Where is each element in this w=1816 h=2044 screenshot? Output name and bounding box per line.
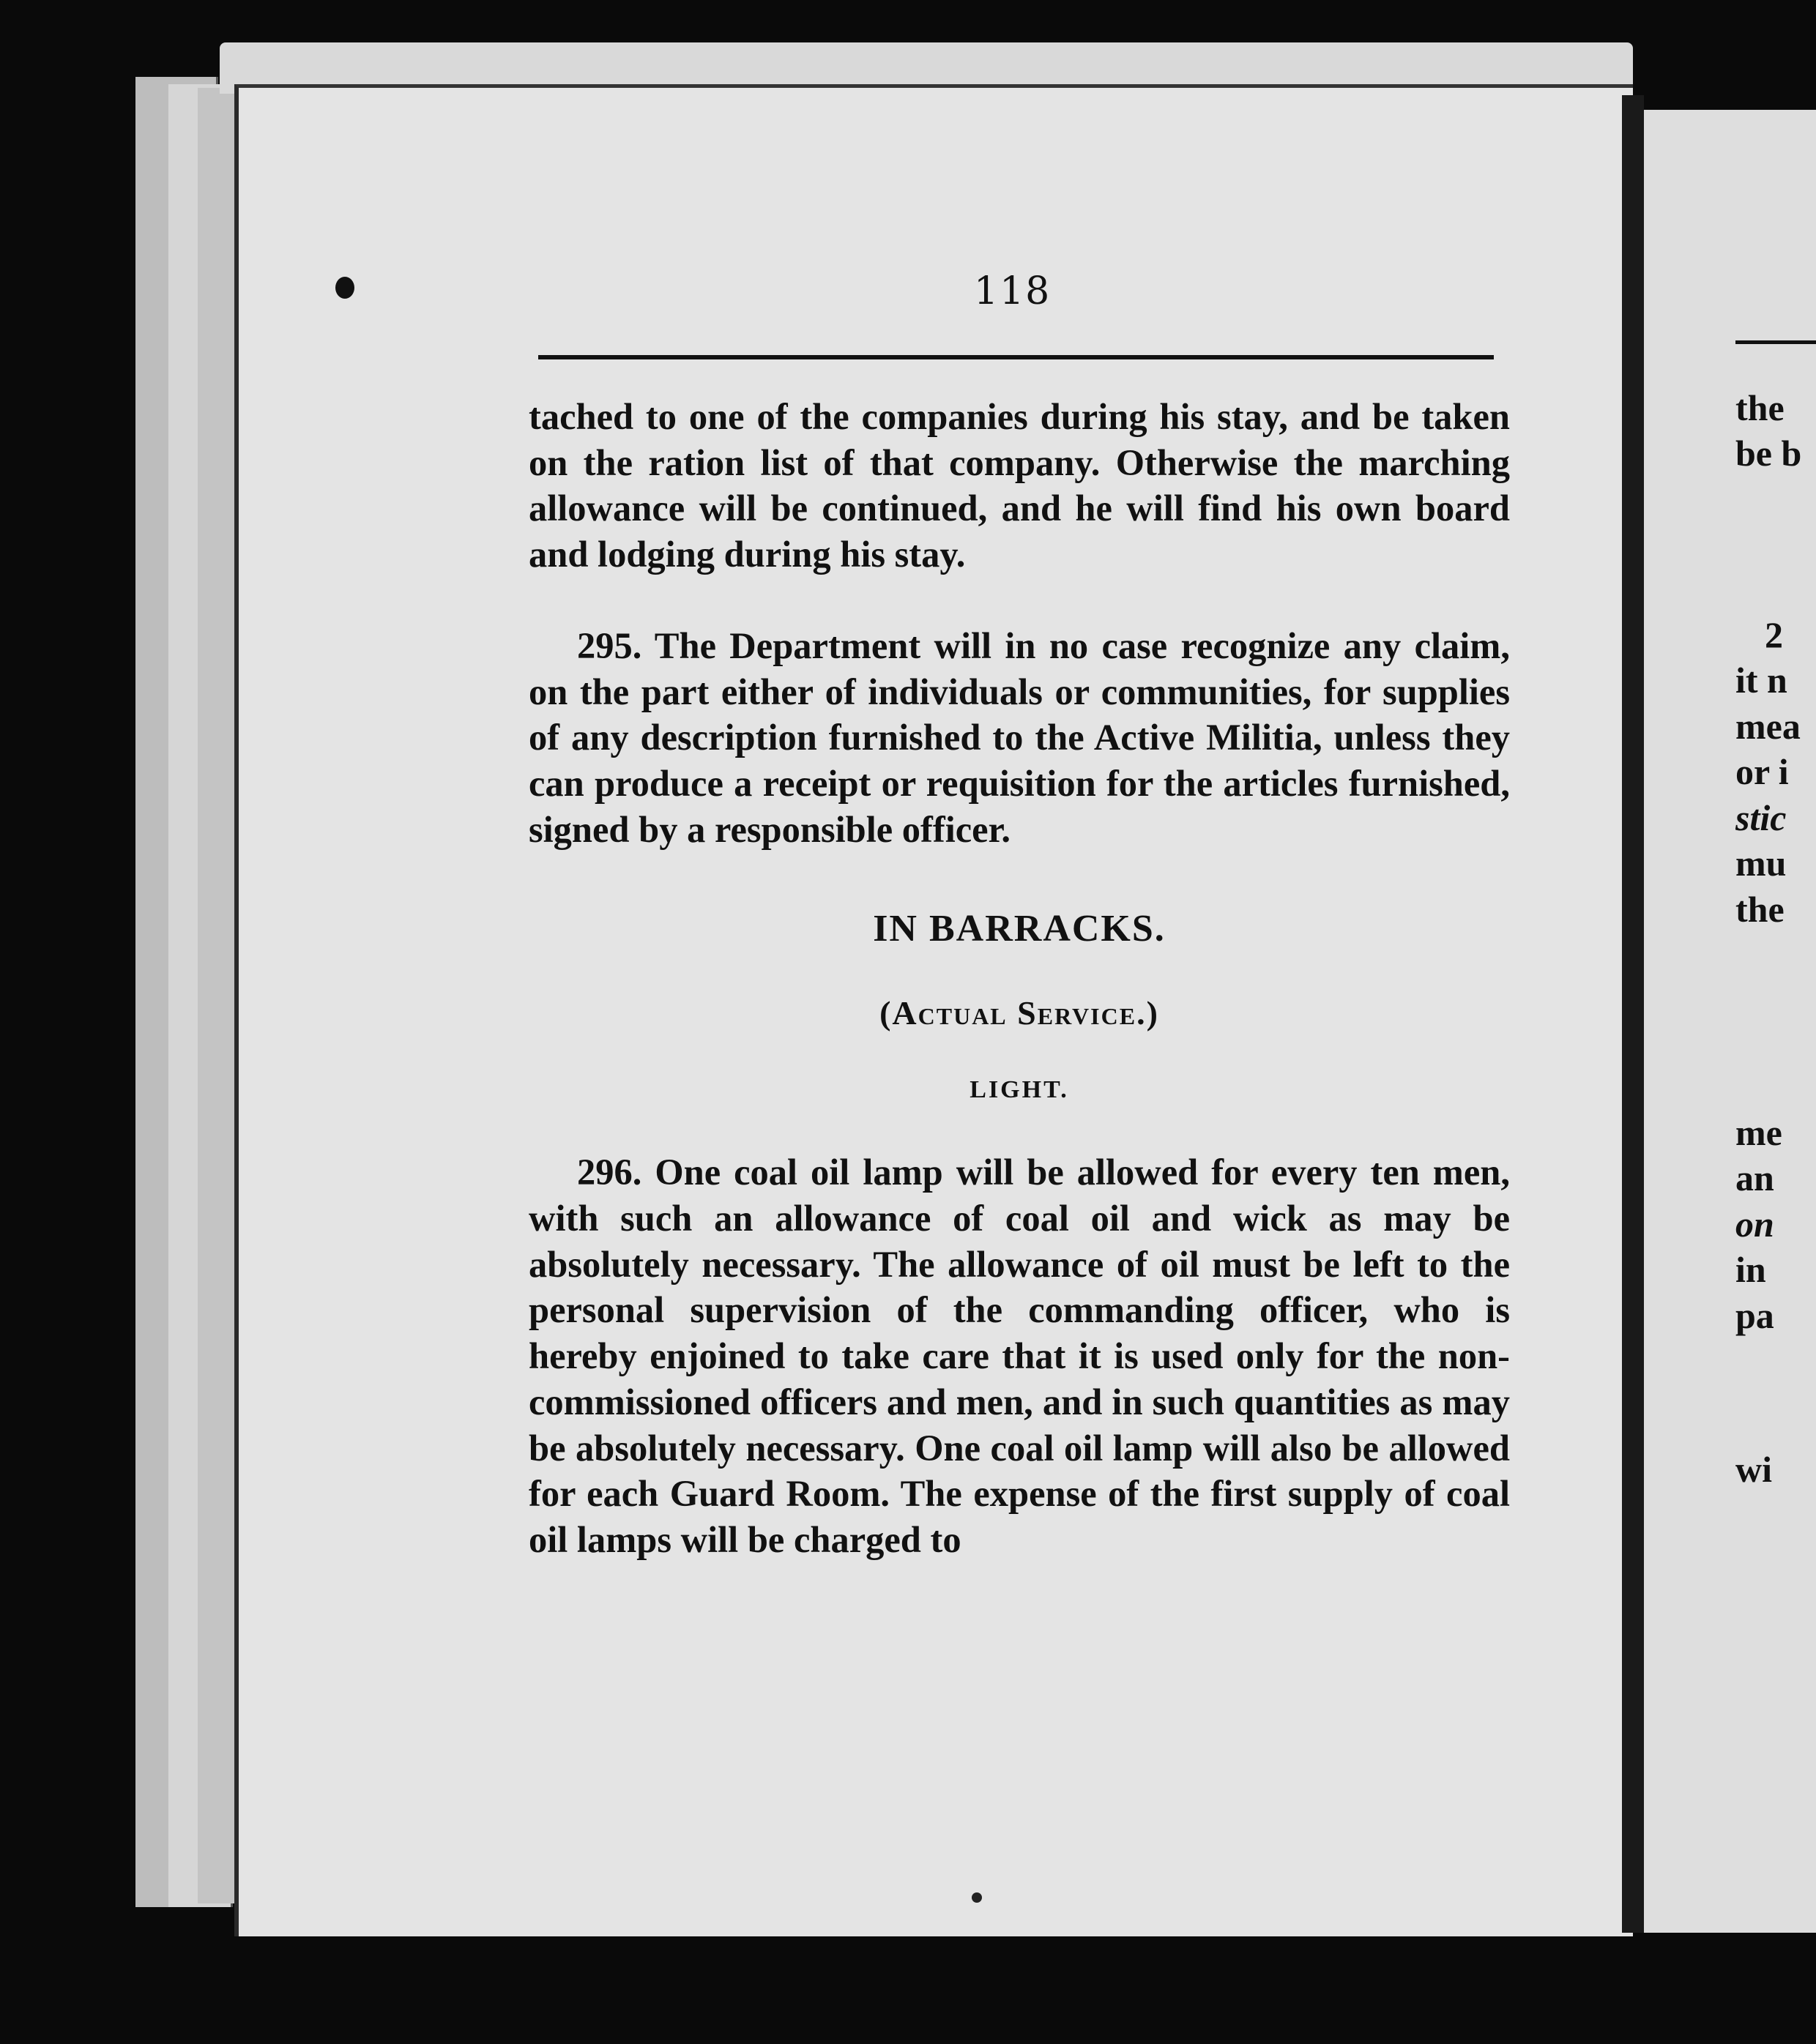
paragraph-continuation: tached to one of the companies during his stay, and be taken on the ration list of that company. Otherwise the marching allowance will be continued, and he will find his own board and lodging during his stay. <box>529 396 1510 575</box>
facing-line-fragment: mu <box>1735 843 1787 884</box>
facing-line-fragment: me <box>1735 1112 1782 1153</box>
facing-line-fragment: in <box>1735 1249 1766 1290</box>
facing-line-fragment: on <box>1735 1204 1774 1245</box>
facing-line-fragment: 2 <box>1765 614 1783 655</box>
paragraph-296: 296. One coal oil lamp will be allowed for every ten men, with such an allowance of coal oil and wick as may be absolutely necessary. The allowance of oil must be left to the personal supervision of the commanding officer, who is hereby enjoined to take care that it is used only for the non-commissioned officers and men, and in such quantities as may be absolutely necessary. One coal oil lamp will also be allowed for each Guard Room. The expense of the first supply of coal oil lamps will be charged to <box>529 1152 1510 1560</box>
facing-line-fragment: be b <box>1735 433 1802 474</box>
facing-line-fragment: wi <box>1735 1449 1772 1490</box>
minor-heading: LIGHT. <box>970 1076 1069 1104</box>
ink-blot <box>335 277 354 299</box>
facing-page-text <box>1735 0 1816 1611</box>
page-number: 118 <box>974 269 1052 313</box>
book-gutter <box>1622 95 1644 1933</box>
facing-line-fragment: or i <box>1735 751 1789 792</box>
section-heading: IN BARRACKS. <box>873 908 1166 950</box>
facing-line-fragment: pa <box>1735 1295 1774 1336</box>
section-subheading: (Actual Service.) <box>879 994 1159 1032</box>
facing-line-fragment: it n <box>1735 660 1787 701</box>
facing-line-fragment: mea <box>1735 706 1801 747</box>
ink-dot <box>972 1892 982 1903</box>
facing-line-fragment: stic <box>1735 797 1787 838</box>
header-rule <box>538 355 1494 359</box>
page-body <box>529 394 1510 1563</box>
facing-line-fragment: the <box>1735 387 1785 428</box>
facing-line-fragment: the <box>1735 889 1785 930</box>
facing-line-fragment: an <box>1735 1157 1774 1198</box>
paragraph-295: 295. The Department will in no case recognize any claim, on the part either of individuals or communities, for supplies of any description furnished to the Active Militia, unless they can produce a receipt or requisition for the articles furnished, signed by a responsible officer. <box>529 624 1510 850</box>
